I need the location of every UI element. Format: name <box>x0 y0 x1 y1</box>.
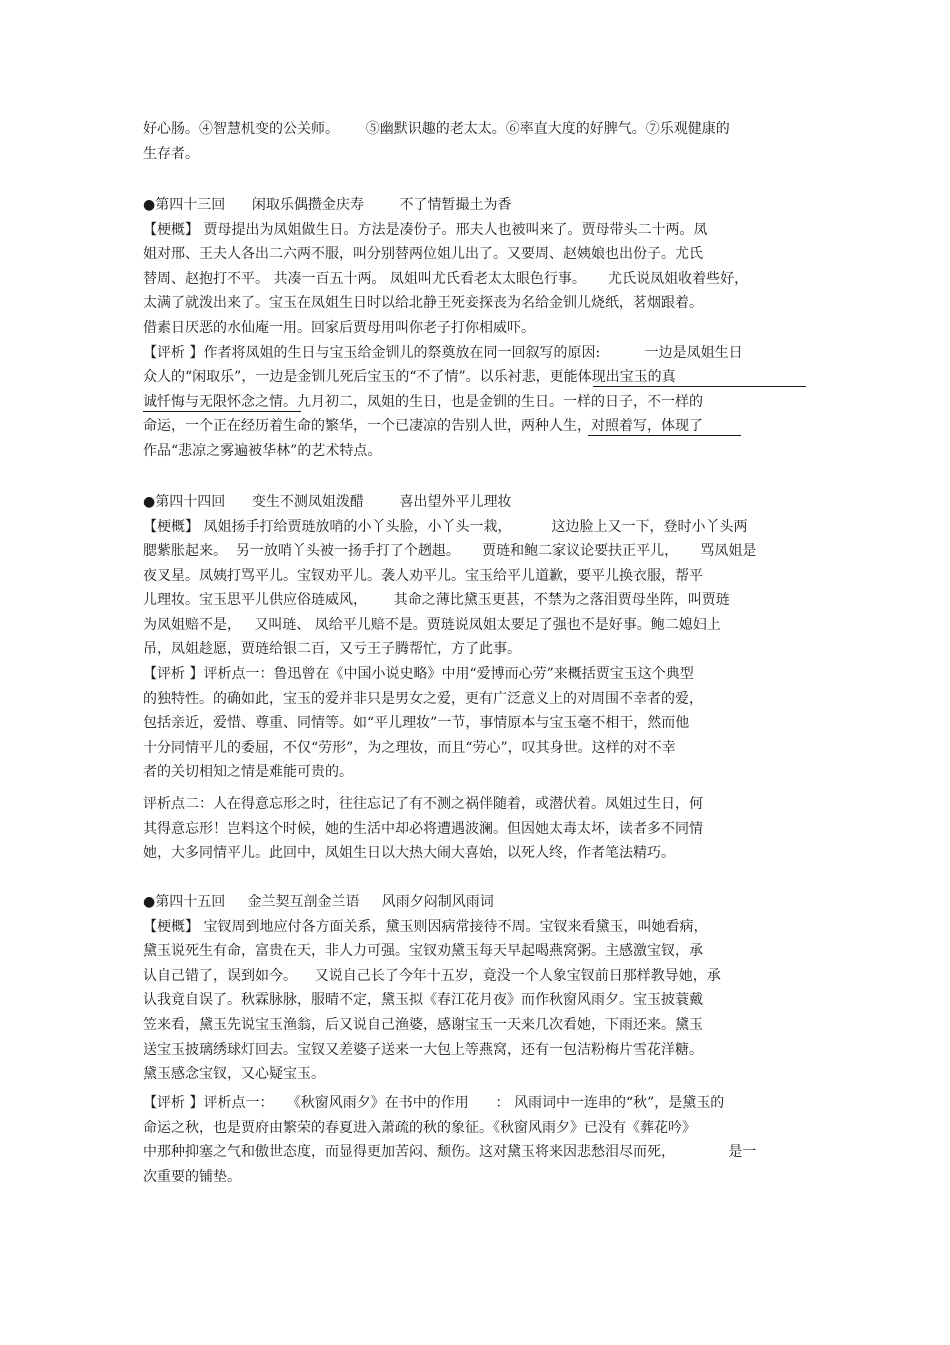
text-line: 命运之秋，也是贾府由繁荣的春夏进入萧疏的秋的象征。《秋窗风雨夕》已没有《葬花吟》 <box>143 1120 696 1136</box>
text-line: 次重要的铺垫。 <box>143 1169 241 1185</box>
text-line: 命运，一个正在经历着生命的繁华，一个已凄凉的告别人世，两种人生，对照着写，体现了 <box>143 418 703 434</box>
text-line: 好心肠。④智慧机变的公关师。 ⑤幽默识趣的老太太。⑥率直大度的好脾气。⑦乐观健康的 <box>143 121 730 137</box>
text-line: 包括亲近，爱惜、尊重、同情等。如“平儿理妆”一节，事情原本与宝玉毫不相干，然而他 <box>143 715 690 731</box>
text-line: 认自己错了，误到如今。 又说自己长了今年十五岁，竟没一个人象宝钗前日那样教导她，承 <box>143 968 721 984</box>
text-line: 夜叉星。凤姨打骂平儿。宝钗劝平儿。袭人劝平儿。宝玉给平儿道歉，要平儿换衣服，帮平 <box>143 568 703 584</box>
chapter-heading: ●第四十四回 变生不测凤姐泼醋 喜出望外平儿理妆 <box>143 494 512 510</box>
text-line: 其得意忘形！岂料这个时候，她的生活中却必将遭遇波澜。但因她太毒太坏，读者多不同情 <box>143 821 703 837</box>
text-line: 诚忏悔与无限怀念之情。九月初二，凤姐的生日，也是金钏的生日。一样的日子，不一样的 <box>143 394 703 410</box>
text-line: 儿理妆。宝玉思平儿供应俗琏威风， 其命之薄比黛玉更甚，不禁为之落泪贾母坐阵，叫贾琏 <box>143 592 730 608</box>
text-line: 者的关切相知之情是难能可贵的。 <box>143 764 353 780</box>
text-line: 众人的“闲取乐”，一边是金钏儿死后宝玉的“不了情”。以乐衬悲，更能体现出宝玉的真 <box>143 369 676 385</box>
text-line: 【评析 】作者将凤姐的生日与宝玉给金钏儿的祭奠放在同一回叙写的原因: 一边是凤姐生日 <box>143 345 743 361</box>
underline-rule <box>593 386 806 387</box>
text-line: 生存者。 <box>143 146 199 162</box>
text-line: 太满了就泼出来了。宝玉在凤姐生日时以给北静王死妾探丧为名给金钏儿烧纸，茗烟跟着。 <box>143 295 703 311</box>
text-line: 评析点二：人在得意忘形之时，往往忘记了有不测之祸伴随着，或潜伏着。凤姐过生日，何 <box>143 796 703 812</box>
text-line: 黛玉说死生有命，富贵在天，非人力可强。宝钗劝黛玉每天早起喝燕窝粥。主感激宝钗，承 <box>143 943 703 959</box>
text-line: 她，大多同情平儿。此回中，凤姐生日以大热大闹大喜始，以死人终，作者笔法精巧。 <box>143 845 675 861</box>
chapter-heading: ●第四十三回 闲取乐偶攒金庆寿 不了情暂撮土为香 <box>143 197 512 213</box>
chapter-heading: ●第四十五回 金兰契互剖金兰语 风雨夕闷制风雨词 <box>143 894 494 910</box>
text-line: 中那种抑塞之气和傲世态度，而显得更加苦闷、颓伤。这对黛玉将来因悲愁泪尽而死， 是一 <box>143 1144 757 1160</box>
text-line: 认我竟自误了。秋霖脉脉，服晴不定，黛玉拟《春江花月夜》而作秋窗风雨夕。宝玉披蓑戴 <box>143 992 703 1008</box>
text-line: 替周、赵抱打不平。 共凑一百五十两。 凤姐叫尤氏看老太太眼色行事。 尤氏说凤姐收着些好， <box>143 271 749 287</box>
text-line: 【梗概】 凤姐扬手打给贾琏放哨的小丫头脸，小丫头一栽， 这边脸上又一下，登时小丫头两 <box>143 519 748 535</box>
text-line: 【梗概】 宝钗周到地应付各方面关系，黛玉则因病常接待不周。宝钗来看黛玉，叫她看病， <box>143 919 708 935</box>
text-line: 黛玉感念宝钗，又心疑宝玉。 <box>143 1066 325 1082</box>
text-line: 的独特性。的确如此，宝玉的爱并非只是男女之爱，更有广泛意义上的对周围不幸者的爱， <box>143 691 703 707</box>
underline-rule <box>143 411 301 412</box>
text-line: 笠来看，黛玉先说宝玉渔翁，后又说自己渔婆，感谢宝玉一天来几次看她，下雨还来。黛玉 <box>143 1017 703 1033</box>
text-line: 姐对邢、王夫人各出二六两不服，叫分别替两位姐儿出了。又要周、赵姨娘也出份子。尤氏 <box>143 246 703 262</box>
text-line: 【评析 】评析点一：鲁迅曾在《中国小说史略》中用“爱博而心劳”来概括贾宝玉这个典型 <box>143 666 694 682</box>
text-line: 借素日厌恶的水仙庵一用。回家后贾母用叫你老子打你相威吓。 <box>143 320 535 336</box>
text-line: 腮紫胀起来。 另一放哨丫头被一扬手打了个趔趄。 贾琏和鲍二家议论要扶正平儿， 骂凤姐是 <box>143 543 757 559</box>
text-line: 【梗概】 贾母提出为凤姐做生日。方法是凑份子。邢夫人也被叫来了。贾母带头二十两。凤 <box>143 222 708 238</box>
text-line: 为凤姐赔不是， 又叫琏、 凤给平儿赔不是。贾琏说凤姐太要足了强也不是好事。鲍二媳妇上 <box>143 617 721 633</box>
text-line: 送宝玉披璃绣球灯回去。宝钗又差婆子送来一大包上等燕窝，还有一包洁粉梅片雪花洋糖。 <box>143 1042 703 1058</box>
text-line: 吊，凤姐趁愿，贾琏给银二百，又亏王子腾帮忙，方了此事。 <box>143 641 521 657</box>
text-line: 作品“悲凉之雾遍被华林”的艺术特点。 <box>143 443 382 459</box>
text-line: 十分同情平儿的委屈，不仅“劳形”，为之理妆，而且“劳心”，叹其身世。这样的对不幸 <box>143 740 676 756</box>
text-line: 【评析 】评析点一： 《秋窗风雨夕》在书中的作用 ： 风雨词中一连串的“秋”，是黛玉的 <box>143 1095 725 1111</box>
underline-rule <box>588 435 741 436</box>
